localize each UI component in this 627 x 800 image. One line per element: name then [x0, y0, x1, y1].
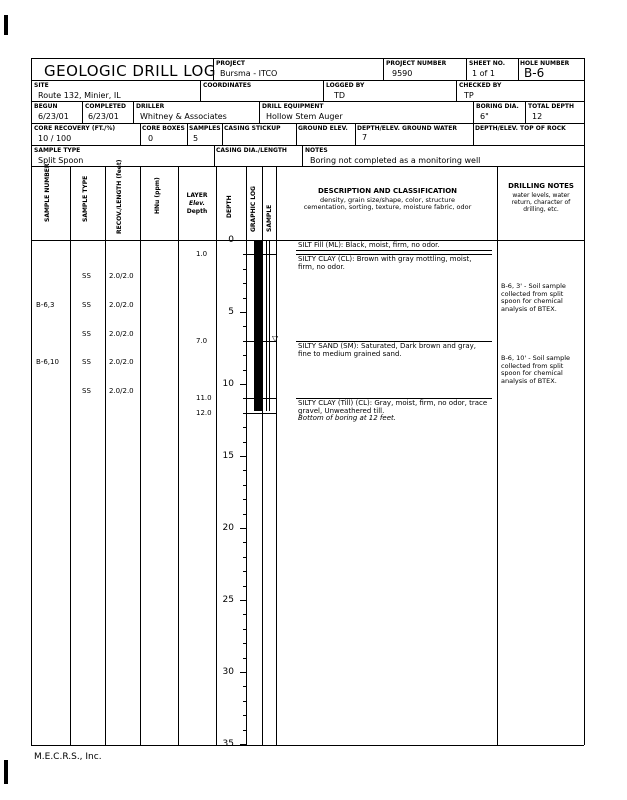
rule	[323, 80, 324, 101]
col-recov-length: RECOV./LENGTH (feet)	[116, 159, 123, 234]
rule	[133, 101, 134, 123]
groundwater-value: 7	[362, 133, 368, 142]
rule	[259, 101, 260, 123]
layer-depth-value: 11.0	[196, 394, 212, 403]
col-description-sub: density, grain size/shape, color, structure cementation, sorting, texture, moisture fabric, odor	[303, 196, 472, 211]
sample-type-value: Split Spoon	[38, 156, 84, 165]
sample-type: SS	[82, 358, 91, 367]
description-entry: SILTY CLAY (CL): Brown with gray mottling, moist, firm, no odor.	[298, 255, 472, 272]
rule	[355, 123, 356, 145]
checked-by-value: TP	[464, 91, 474, 100]
samples-label: SAMPLES	[189, 125, 221, 132]
rule	[140, 166, 141, 745]
completed-value: 6/23/01	[88, 112, 119, 121]
site-label: SITE	[34, 82, 49, 89]
drill-equipment-label: DRILL EQUIPMENT	[262, 103, 324, 110]
samples-value: 5	[193, 134, 199, 143]
rule	[31, 145, 584, 146]
rule	[187, 123, 188, 145]
layer-contact-line	[246, 413, 276, 414]
col-sample-number: SAMPLE NUMBER	[44, 163, 51, 222]
graphic-log-column	[258, 240, 262, 411]
rule	[31, 58, 584, 59]
depth-minor-tick	[243, 686, 246, 687]
depth-tick	[240, 312, 246, 313]
depth-minor-tick	[243, 499, 246, 500]
description-entry: Bottom of boring at 12 feet.	[298, 413, 396, 422]
depth-minor-tick	[243, 658, 246, 659]
depth-tick	[240, 384, 246, 385]
rule	[82, 101, 83, 123]
depth-minor-tick	[243, 514, 246, 515]
rule	[302, 145, 303, 166]
depth-minor-tick	[243, 283, 246, 284]
layer-contact-line	[246, 398, 276, 399]
casing-dia-label: CASING DIA./LENGTH	[216, 147, 287, 154]
col-layer-elev: Elev.	[189, 200, 205, 207]
depth-tick-label: 30	[222, 667, 234, 677]
rule	[584, 58, 585, 745]
drilling-note: B-6, 10' - Soil sample collected from split spoon for chemical analysis of BTEX.	[501, 354, 571, 385]
col-sample-type: SAMPLE TYPE	[82, 175, 89, 222]
rule	[269, 240, 270, 411]
rule	[246, 166, 247, 745]
depth-minor-tick	[243, 701, 246, 702]
notes-label: NOTES	[305, 147, 328, 154]
sheet-value: 1 of 1	[472, 69, 495, 78]
ground-elev-label: GROUND ELEV.	[298, 125, 348, 132]
rule	[518, 58, 519, 80]
depth-minor-tick	[243, 715, 246, 716]
depth-tick-label: 10	[222, 379, 234, 389]
depth-minor-tick	[243, 643, 246, 644]
sample-type-label: SAMPLE TYPE	[34, 147, 81, 154]
depth-minor-tick	[243, 370, 246, 371]
depth-tick	[240, 600, 246, 601]
sample-number: B-6,3	[36, 300, 55, 309]
driller-label: DRILLER	[136, 103, 165, 110]
drill-equipment-value: Hollow Stem Auger	[266, 112, 343, 121]
total-depth-value: 12	[532, 112, 543, 121]
sample-type: SS	[82, 329, 91, 338]
depth-minor-tick	[243, 730, 246, 731]
rule	[497, 166, 498, 745]
depth-minor-tick	[243, 298, 246, 299]
description-divider	[296, 254, 492, 255]
col-sample: SAMPLE	[266, 204, 273, 232]
project-value: Bursma - ITCO	[220, 69, 278, 78]
scan-edge-mark	[4, 15, 8, 35]
description-entry: SILTY CLAY (Till) (CL): Gray, moist, firm, no odor, trace gravel, Unweathered till.	[298, 399, 488, 416]
boring-dia-value: 6"	[480, 112, 489, 121]
logged-by-label: LOGGED BY	[326, 82, 365, 89]
col-hnu: HNu (ppm)	[154, 177, 161, 214]
sample-type: SS	[82, 300, 91, 309]
core-recovery-value: 10 / 100	[38, 134, 72, 143]
sheet-label: SHEET NO.	[469, 60, 505, 67]
depth-tick	[240, 528, 246, 529]
sample-recovery: 2.0/2.0	[109, 358, 134, 367]
checked-by-label: CHECKED BY	[459, 82, 502, 89]
footer-company: M.E.C.R.S., Inc.	[34, 752, 102, 762]
layer-contact-line	[246, 254, 276, 255]
rule	[296, 123, 297, 145]
rule	[383, 58, 384, 80]
description-entry: SILT Fill (ML): Black, moist, firm, no odor.	[298, 241, 440, 249]
depth-tick-label: 25	[222, 595, 234, 605]
rule	[473, 123, 474, 145]
sample-recovery: 2.0/2.0	[109, 272, 134, 280]
logged-by-value: TD	[334, 91, 346, 100]
begun-label: BEGUN	[34, 103, 58, 110]
depth-tick	[240, 456, 246, 457]
rule	[525, 101, 526, 123]
completed-label: COMPLETED	[85, 103, 126, 110]
depth-minor-tick	[243, 485, 246, 486]
sample-recovery: 2.0/2.0	[109, 387, 134, 396]
rule	[31, 80, 584, 81]
description-divider	[296, 341, 492, 342]
rule	[70, 166, 71, 745]
project-label: PROJECT	[216, 60, 245, 67]
layer-depth-value: 12.0	[196, 408, 212, 417]
rule	[456, 80, 457, 101]
core-recovery-label: CORE RECOVERY (FT./%)	[34, 125, 116, 132]
begun-value: 6/23/01	[38, 112, 69, 121]
groundwater-label: DEPTH/ELEV. GROUND WATER	[357, 125, 457, 132]
depth-minor-tick	[243, 269, 246, 270]
sample-recovery: 2.0/2.0	[109, 300, 134, 309]
depth-tick-label: 5	[228, 307, 234, 317]
rule	[31, 745, 584, 746]
project-number-label: PROJECT NUMBER	[386, 60, 447, 67]
rule	[31, 58, 32, 745]
coordinates-label: COORDINATES	[203, 82, 252, 89]
scan-edge-mark	[4, 760, 8, 784]
site-value: Route 132, Minier, IL	[38, 91, 121, 100]
hole-label: HOLE NUMBER	[520, 60, 570, 67]
rule	[466, 58, 467, 80]
depth-tick-label: 0	[228, 235, 234, 245]
rule	[31, 166, 584, 167]
depth-tick-label: 35	[222, 739, 234, 749]
total-depth-label: TOTAL DEPTH	[528, 103, 574, 110]
col-layer-depth: Depth	[186, 208, 208, 215]
form-title: GEOLOGIC DRILL LOG	[44, 62, 216, 80]
depth-minor-tick	[243, 442, 246, 443]
depth-minor-tick	[243, 542, 246, 543]
rule	[222, 123, 223, 145]
depth-tick	[240, 744, 246, 745]
layer-contact-line	[246, 341, 276, 342]
depth-minor-tick	[243, 557, 246, 558]
project-number-value: 9590	[392, 69, 413, 78]
layer-depth-value: 7.0	[196, 336, 208, 345]
hole-value: B-6	[524, 66, 545, 80]
depth-minor-tick	[243, 470, 246, 471]
rule	[178, 166, 179, 745]
rule	[276, 166, 277, 745]
core-boxes-label: CORE BOXES	[142, 125, 185, 132]
depth-tick-label: 20	[222, 523, 234, 533]
depth-minor-tick	[243, 326, 246, 327]
rule	[266, 240, 267, 411]
rule	[262, 166, 263, 745]
boring-dia-label: BORING DIA.	[476, 103, 519, 110]
top-of-rock-label: DEPTH/ELEV. TOP OF ROCK	[475, 125, 566, 132]
groundwater-marker-icon: ▽	[272, 334, 279, 343]
sample-number: B-6,10	[36, 358, 59, 367]
col-graphic-log: GRAPHIC LOG	[250, 186, 257, 232]
col-description-title: DESCRIPTION AND CLASSIFICATION	[317, 187, 458, 195]
depth-minor-tick	[243, 571, 246, 572]
notes-value: Boring not completed as a monitoring well	[310, 156, 481, 165]
description-entry: SILTY SAND (SM): Saturated, Dark brown and gray, fine to medium grained sand.	[298, 341, 477, 358]
description-divider	[296, 398, 492, 399]
rule	[31, 123, 584, 124]
core-boxes-value: 0	[148, 134, 154, 143]
rule	[213, 58, 214, 80]
depth-tick	[240, 240, 246, 241]
sample-recovery: 2.0/2.0	[109, 329, 134, 338]
depth-minor-tick	[243, 614, 246, 615]
rule	[473, 101, 474, 123]
driller-value: Whitney & Associates	[140, 112, 227, 121]
col-drilling-notes-sub: water levels, water return, character of drilling, etc.	[511, 192, 571, 213]
depth-tick	[240, 672, 246, 673]
rule	[200, 80, 201, 101]
sample-type: SS	[82, 272, 91, 280]
depth-minor-tick	[243, 355, 246, 356]
description-divider	[296, 250, 492, 251]
col-layer: LAYER	[186, 192, 208, 199]
layer-depth-value: 1.0	[196, 250, 208, 259]
depth-tick-label: 15	[222, 451, 234, 461]
rule	[105, 166, 106, 745]
rule	[214, 145, 215, 166]
depth-minor-tick	[243, 629, 246, 630]
col-depth: DEPTH	[226, 195, 233, 218]
drilling-note: B-6, 3' - Soil sample collected from split spoon for chemical analysis of BTEX.	[501, 282, 566, 313]
rule	[140, 123, 141, 145]
depth-minor-tick	[243, 427, 246, 428]
sample-type: SS	[82, 387, 91, 396]
casing-stickup-label: CASING STICKUP	[224, 125, 281, 132]
col-drilling-notes-title: DRILLING NOTES	[508, 182, 574, 190]
rule	[31, 101, 584, 102]
depth-minor-tick	[243, 586, 246, 587]
